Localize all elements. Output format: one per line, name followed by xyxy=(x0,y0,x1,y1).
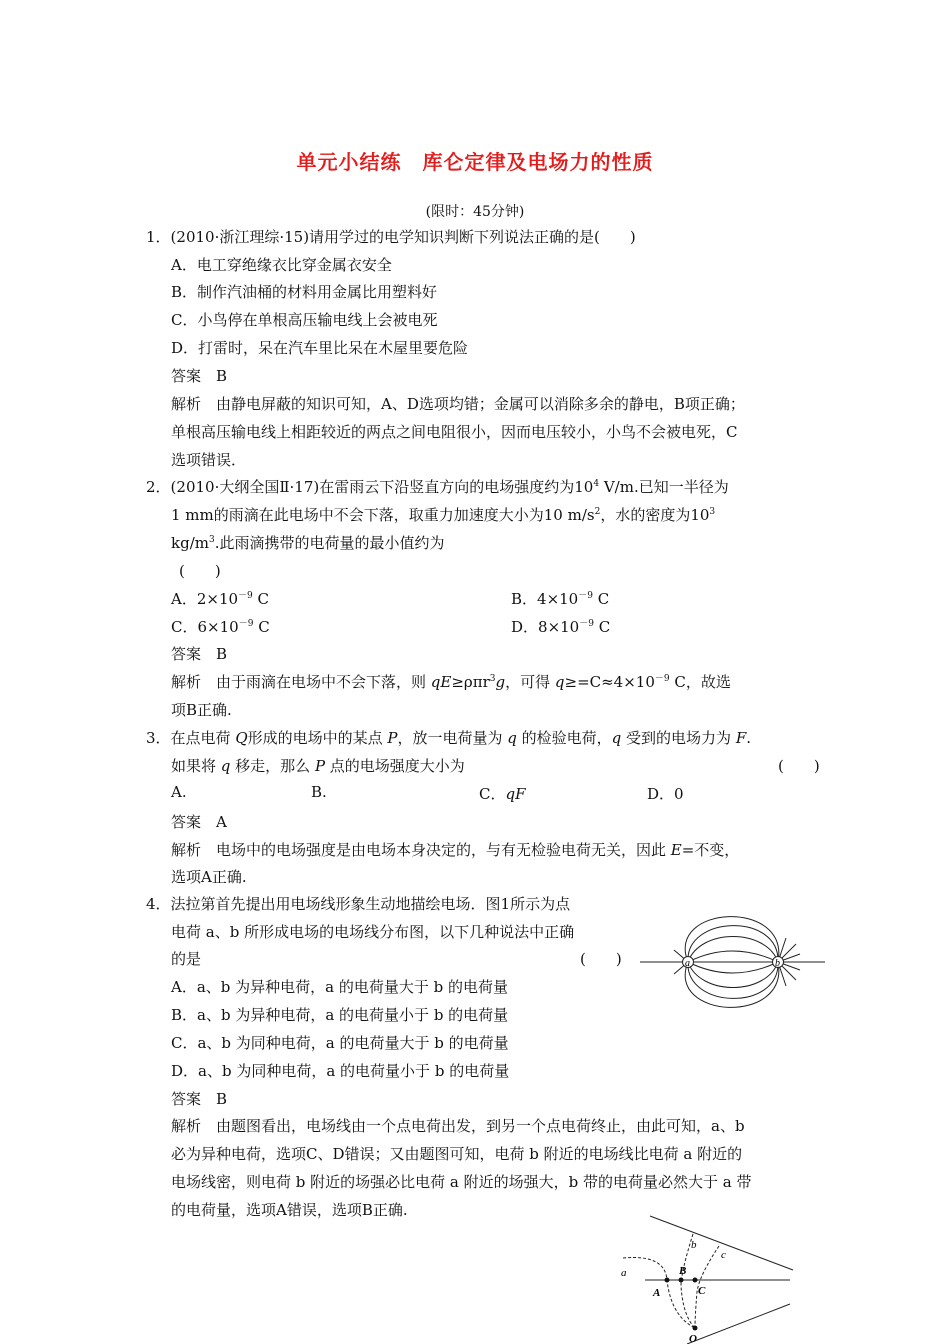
trajectory-a-label: a xyxy=(621,1267,627,1279)
q2-analysis-line: 项B正确. xyxy=(171,701,232,719)
q2-analysis-line: 解析 由于雨滴在电场中不会下落，则 qE≥ρπr$^3$g，可得 $q\ge=C\approx 4\times 10^{-9}$ C，故选 xyxy=(171,673,731,691)
q3-answer: 答案 A xyxy=(171,813,227,831)
q1-option-b: B．制作汽油桶的材料用金属比用塑料好 xyxy=(171,283,438,301)
q3-stem-line: 如果将 q 移走，那么 P 点的电场强度大小为 xyxy=(171,757,465,775)
q4-option-c: C．a、b 为同种电荷，a 的电荷量大于 b 的电荷量 xyxy=(171,1034,509,1052)
trajectory-b-label: b xyxy=(691,1239,697,1251)
q2-option-a: A．$2\times 10^{-9}$ C xyxy=(171,590,270,608)
q2-answer: 答案 B xyxy=(171,645,228,663)
point-c-label: C xyxy=(698,1285,706,1297)
charge-b-label: b xyxy=(775,958,780,969)
q3-option-d: D．0 xyxy=(647,785,684,803)
q3-analysis-line: 解析 电场中的电场强度是由电场本身决定的，与有无检验电荷无关，因此 E=不变， xyxy=(171,841,740,859)
q2-option-b: B．$4\times 10^{-9}$ C xyxy=(511,590,610,608)
q1-stem: 1．(2010·浙江理综·15)请用学过的电学知识判断下列说法正确的是( ) xyxy=(146,228,636,246)
trajectory-c-label: c xyxy=(721,1249,726,1261)
q3-option-a: A. xyxy=(171,783,187,801)
charge-a-label: a xyxy=(685,958,690,969)
q4-analysis-line: 解析 由题图看出，电场线由一个点电荷出发，到另一个点电荷终止，由此可知，a、b xyxy=(171,1117,745,1135)
page-title: 单元小结练 库仑定律及电场力的性质 xyxy=(296,150,654,174)
q1-option-a: A．电工穿绝缘衣比穿金属衣安全 xyxy=(171,256,392,274)
q4-analysis-line: 必为异种电荷，选项C、D错误；又由题图可知，电荷 b 附近的电场线比电荷 a 附近的 xyxy=(171,1145,743,1163)
point-a-label: A xyxy=(653,1287,661,1299)
q2-stem-line: 1 mm的雨滴在此电场中不会下落，取重力加速度大小为10 $m/s^2$，水的密度为$10^3$ xyxy=(171,506,716,524)
q4-answer: 答案 B xyxy=(171,1090,228,1108)
q2-stem-line: 2．(2010·大纲全国Ⅱ·17)在雷雨云下沿竖直方向的电场强度约为$10^4$ V/m.已知一半径为 xyxy=(146,478,729,496)
q3-answer-blank: ( ) xyxy=(778,757,820,775)
q4-analysis-line: 的电荷量，选项A错误，选项B正确. xyxy=(171,1201,408,1219)
q3-stem-line: 3．在点电荷 Q形成的电场中的某点 P，放一电荷量为 q 的检验电荷，q 受到的电场力为 F. xyxy=(146,729,752,747)
q1-analysis-line: 选项错误． xyxy=(171,451,247,469)
q4-stem-line: 电荷 a、b 所形成电场的电场线分布图，以下几种说法中正确 xyxy=(171,923,575,941)
field-line-figure xyxy=(640,910,825,1010)
q4-option-d: D．a、b 为同种电荷，a 的电荷量小于 b 的电荷量 xyxy=(171,1062,510,1080)
q4-answer-blank: ( ) xyxy=(580,950,622,968)
q1-option-c: C．小鸟停在单根高压输电线上会被电死 xyxy=(171,311,438,329)
q4-stem-line: 的是 xyxy=(171,950,202,968)
q1-analysis-line: 单根高压输电线上相距较近的两点之间电阻很小，因而电压较小，小鸟不会被电死，C xyxy=(171,423,738,441)
q4-option-a: A．a、b 为异种电荷，a 的电荷量大于 b 的电荷量 xyxy=(171,978,508,996)
time-limit: (限时：45分钟) xyxy=(425,204,525,220)
q1-option-d: D．打雷时，呆在汽车里比呆在木屋里要危险 xyxy=(171,339,469,357)
point-b-label: B xyxy=(679,1265,687,1277)
point-o-label: O xyxy=(689,1333,697,1344)
q4-option-b: B．a、b 为异种电荷，a 的电荷量小于 b 的电荷量 xyxy=(171,1006,509,1024)
q3-option-c: C．qF xyxy=(479,785,526,803)
q4-analysis-line: 电场线密，则电荷 b 附近的场强必比电荷 a 附近的场强大，b 带的电荷量必然大于 a 带 xyxy=(171,1173,752,1191)
q3-option-b: B. xyxy=(311,783,327,801)
q2-answer-blank: ( ) xyxy=(179,562,221,580)
trajectory-figure xyxy=(615,1212,795,1344)
q2-option-d: D．$8\times 10^{-9}$ C xyxy=(511,618,611,636)
q2-stem-line: $kg/m^3$.此雨滴携带的电荷量的最小值约为 xyxy=(171,534,445,552)
q1-analysis-line: 解析 由静电屏蔽的知识可知，A、D选项均错；金属可以消除多余的静电，B项正确； xyxy=(171,395,745,413)
q3-analysis-line: 选项A正确. xyxy=(171,868,247,886)
q4-stem-line: 4．法拉第首先提出用电场线形象生动地描绘电场．图1所示为点 xyxy=(146,895,571,913)
q2-option-c: C．$6\times 10^{-9}$ C xyxy=(171,618,270,636)
q1-answer: 答案 B xyxy=(171,367,228,385)
